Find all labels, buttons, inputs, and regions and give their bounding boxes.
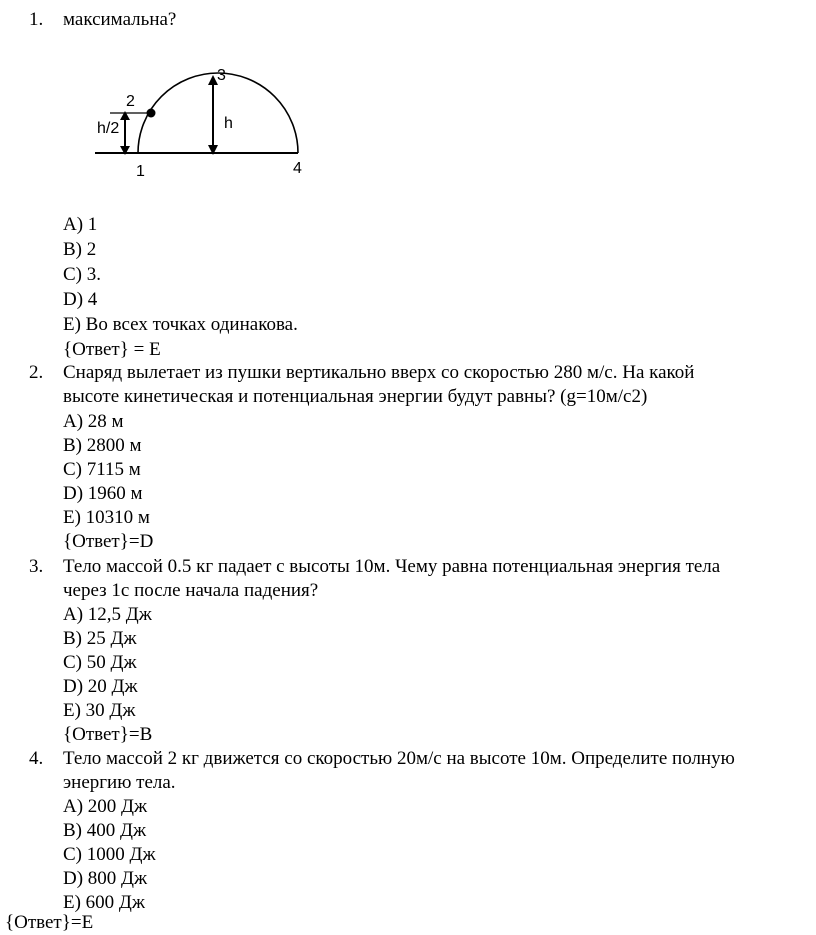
question-text-line-2: через 1с после начала падения? — [63, 580, 319, 601]
option-e: Е) 30 Дж — [63, 700, 136, 721]
option-e: Е) 10310 м — [63, 507, 150, 528]
option-a: А) 1 — [63, 214, 98, 235]
half-height-arrow-up — [120, 111, 130, 120]
answer: {Ответ}=В — [63, 724, 153, 745]
question-number: 2. — [29, 362, 44, 383]
answer: {Ответ} = Е — [63, 339, 161, 360]
question-text-line-1: Тело массой 2 кг движется со скоростью 20м/с на высоте 10м. Определите полную — [63, 748, 735, 769]
option-d: D) 800 Дж — [63, 868, 148, 889]
option-a: А) 28 м — [63, 411, 124, 432]
option-b: В) 2800 м — [63, 435, 142, 456]
label-point-1: 1 — [136, 163, 145, 180]
option-d: D) 4 — [63, 289, 98, 310]
question-number: 1. — [29, 9, 44, 30]
label-point-3: 3 — [217, 67, 226, 84]
label-point-2: 2 — [126, 93, 135, 110]
label-point-4: 4 — [293, 160, 302, 177]
question-number: 3. — [29, 556, 44, 577]
question-text-line-2: энергию тела. — [63, 772, 176, 793]
question-text-line-1: Снаряд вылетает из пушки вертикально вверх со скоростью 280 м/с. На какой — [63, 362, 695, 383]
label-height: h — [224, 115, 233, 132]
question-text-line-2: высоте кинетическая и потенциальная энергии будут равны? (g=10м/с2) — [63, 386, 648, 407]
label-half-height: h/2 — [97, 120, 120, 137]
question-text: максимальна? — [63, 9, 177, 30]
option-d: D) 20 Дж — [63, 676, 138, 697]
option-b: В) 2 — [63, 239, 97, 260]
answer: {Ответ}=D — [63, 531, 154, 552]
option-d: D) 1960 м — [63, 483, 143, 504]
option-c: С) 3. — [63, 264, 101, 285]
option-e: Е) 600 Дж — [63, 892, 146, 913]
option-c: С) 1000 Дж — [63, 844, 156, 865]
option-c: С) 50 Дж — [63, 652, 137, 673]
option-a: А) 200 Дж — [63, 796, 148, 817]
option-a: А) 12,5 Дж — [63, 604, 152, 625]
question-number: 4. — [29, 748, 44, 769]
answer: {Ответ}=Е — [5, 912, 94, 933]
option-b: В) 25 Дж — [63, 628, 137, 649]
question-text-line-1: Тело массой 0.5 кг падает с высоты 10м. Чему равна потенциальная энергия тела — [63, 556, 721, 577]
option-b: В) 400 Дж — [63, 820, 147, 841]
trajectory-diagram — [0, 0, 816, 200]
option-c: С) 7115 м — [63, 459, 141, 480]
option-e: Е) Во всех точках одинакова. — [63, 314, 298, 335]
